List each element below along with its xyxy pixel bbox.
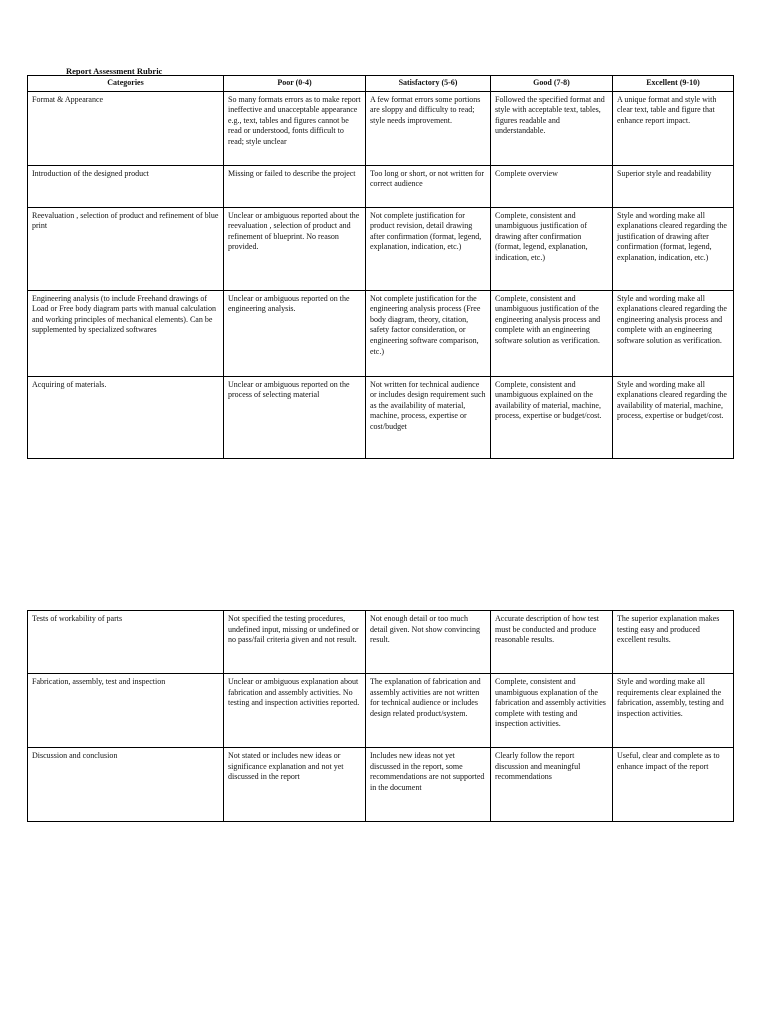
excellent-cell: A unique format and style with clear text, table and figure that enhance report impact. [613,91,734,165]
table-row [28,165,734,207]
header-excellent: Excellent (9-10) [613,76,734,92]
category-cell: Engineering analysis (to include Freehand drawings of Load or Free body diagram parts with manual calculation and working principles of mechanical elements). Can be supplemented by specialized softwares [28,290,224,376]
excellent-cell: Superior style and readability [613,165,734,207]
category-cell: Fabrication, assembly, test and inspection [28,674,224,748]
category-cell: Tests of workability of parts [28,611,224,674]
poor-cell: Unclear or ambiguous explanation about fabrication and assembly activities. No testing and inspection activities reported. [224,674,366,748]
table-row [28,611,734,674]
satisfactory-cell: Not enough detail or too much detail given. Not show convincing result. [366,611,491,674]
satisfactory-cell: A few format errors some portions are sloppy and difficulty to read; style needs improvement. [366,91,491,165]
rubric-table-part-1 [27,75,734,459]
category-cell: Acquiring of materials. [28,376,224,458]
table-row [28,674,734,748]
good-cell: Complete, consistent and unambiguous justification of drawing after confirmation (format, legend, explanation, indication, etc.) [491,207,613,290]
header-poor: Poor (0-4) [224,76,366,92]
category-cell: Introduction of the designed product [28,165,224,207]
header-good: Good (7-8) [491,76,613,92]
satisfactory-cell: Not written for technical audience or includes design requirement such as the availability of material, machine, process, expertise or cost/budget [366,376,491,458]
excellent-cell: Style and wording make all explanations cleared regarding the availability of material, machine, process, expertise or budget/cost. [613,376,734,458]
category-cell: Discussion and conclusion [28,748,224,822]
good-cell: Clearly follow the report discussion and meaningful recommendations [491,748,613,822]
table-row [28,207,734,290]
document-title: Report Assessment Rubric [66,66,163,76]
table-row [28,376,734,458]
poor-cell: Unclear or ambiguous reported on the process of selecting material [224,376,366,458]
good-cell: Complete, consistent and unambiguous explained on the availability of material, machine, process, expertise or budget/cost. [491,376,613,458]
satisfactory-cell: Too long or short, or not written for correct audience [366,165,491,207]
header-satisfactory: Satisfactory (5-6) [366,76,491,92]
good-cell: Followed the specified format and style with acceptable text, tables, figures readable and understandable. [491,91,613,165]
poor-cell: Not specified the testing procedures, undefined input, missing or undefined or no pass/fail criteria given and not result. [224,611,366,674]
header-categories: Categories [28,76,224,92]
good-cell: Complete overview [491,165,613,207]
good-cell: Complete, consistent and unambiguous justification of the engineering analysis process and complete with an engineering software solution as verification. [491,290,613,376]
good-cell: Complete, consistent and unambiguous explanation of the fabrication and assembly activities complete with testing and inspection activities. [491,674,613,748]
rubric-table-part-2 [27,610,734,822]
poor-cell: So many formats errors as to make report ineffective and unacceptable appearance e.g., text, tables and figures cannot be read or understood, fonts difficult to read; style unclear [224,91,366,165]
category-cell: Reevaluation , selection of product and refinement of blue print [28,207,224,290]
satisfactory-cell: The explanation of fabrication and assembly activities are not written for technical audience or includes design related product/system. [366,674,491,748]
poor-cell: Unclear or ambiguous reported on the engineering analysis. [224,290,366,376]
table-row [28,290,734,376]
satisfactory-cell: Includes new ideas not yet discussed in the report, some recommendations are not supported in the document [366,748,491,822]
table-row [28,91,734,165]
category-cell: Format & Appearance [28,91,224,165]
excellent-cell: Style and wording make all explanations cleared regarding the justification of drawing after confirmation (format, legend, explanation, indication, etc.) [613,207,734,290]
poor-cell: Unclear or ambiguous reported about the reevaluation , selection of product and refinement of blueprint. No reason provided. [224,207,366,290]
satisfactory-cell: Not complete justification for product revision, detail drawing after confirmation (format, legend, explanation, indication, etc.) [366,207,491,290]
header-row [28,76,734,92]
excellent-cell: The superior explanation makes testing easy and produced excellent results. [613,611,734,674]
excellent-cell: Useful, clear and complete as to enhance impact of the report [613,748,734,822]
poor-cell: Missing or failed to describe the project [224,165,366,207]
table-row [28,748,734,822]
good-cell: Accurate description of how test must be conducted and produce reasonable results. [491,611,613,674]
excellent-cell: Style and wording make all explanations cleared regarding the engineering analysis process and complete with an engineering software solution as verification. [613,290,734,376]
satisfactory-cell: Not complete justification for the engineering analysis process (Free body diagram, theory, citation, safety factor consideration, or engineering software comparison, etc.) [366,290,491,376]
excellent-cell: Style and wording make all requirements clear explained the fabrication, assembly, testing and inspection activities. [613,674,734,748]
poor-cell: Not stated or includes new ideas or significance explanation and not yet discussed in the report [224,748,366,822]
